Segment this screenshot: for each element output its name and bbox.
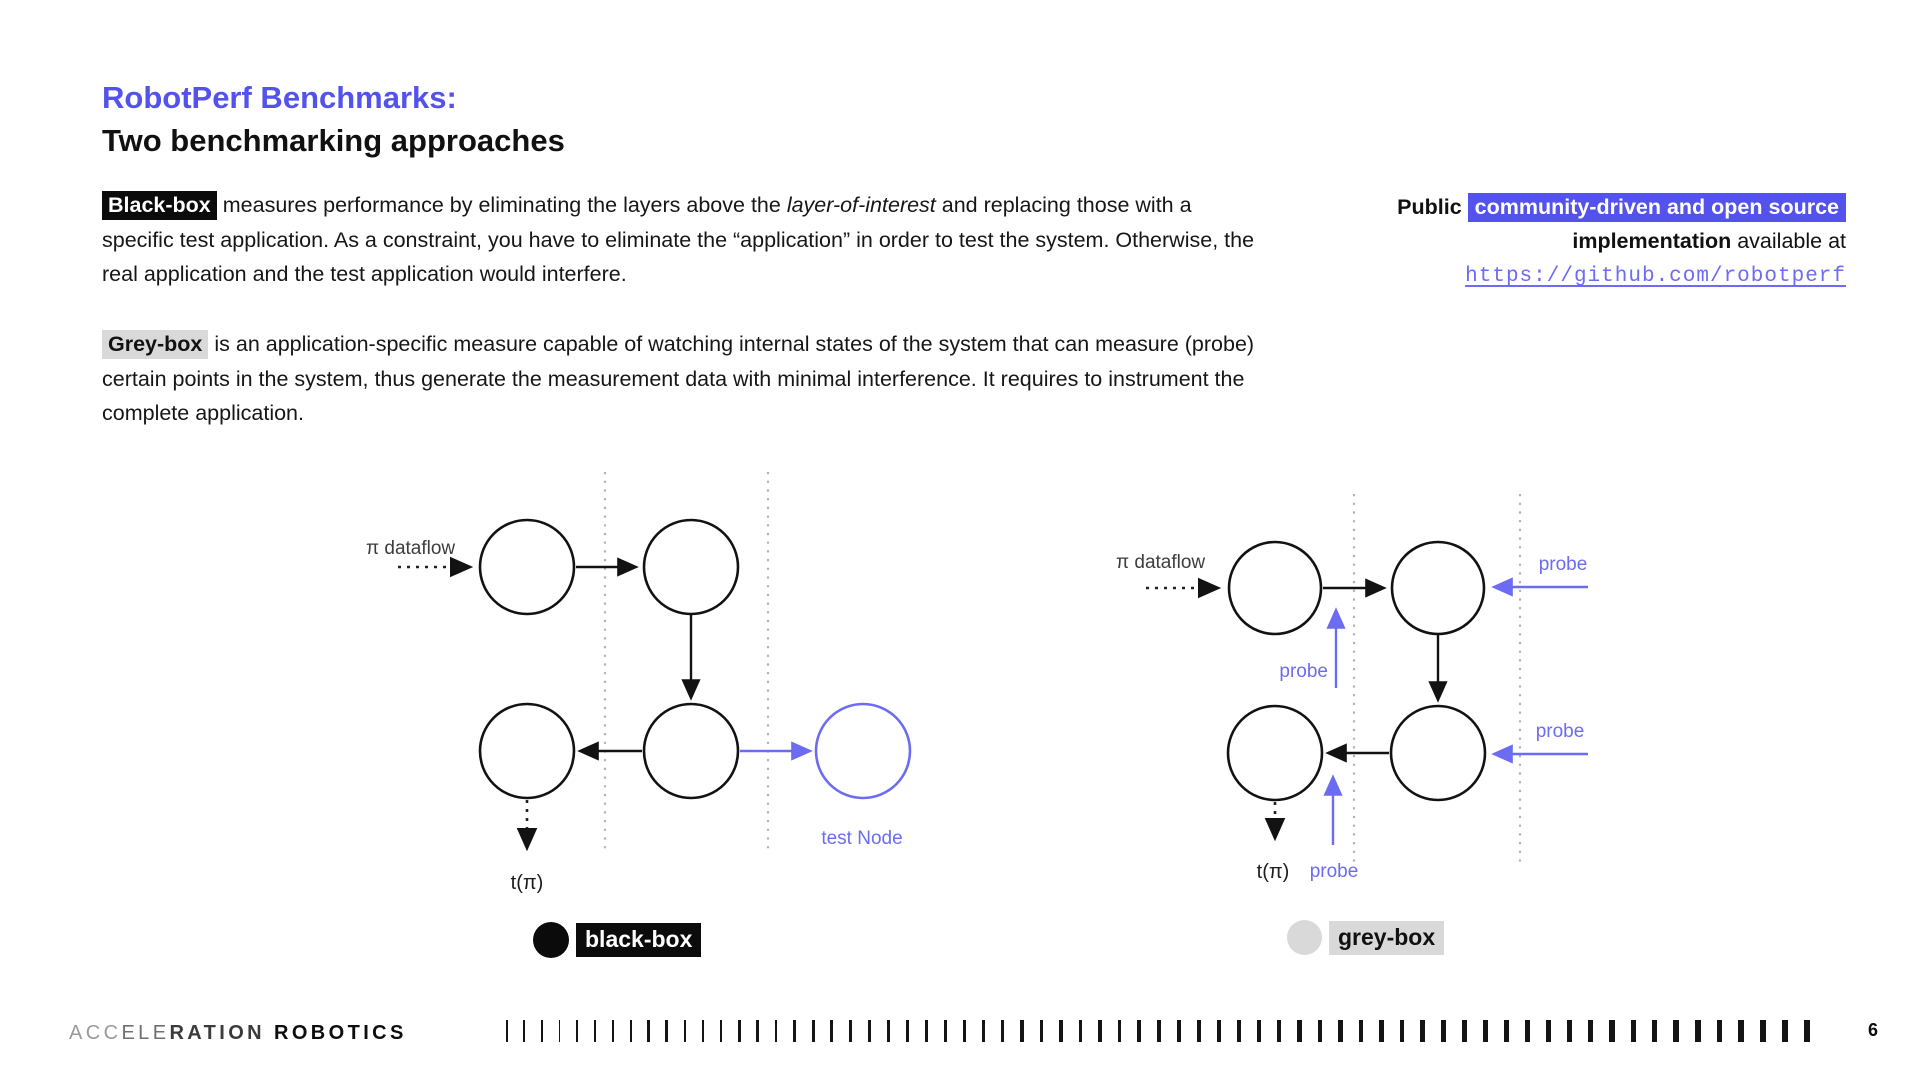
tick-mark — [1567, 1020, 1572, 1042]
tick-mark — [1462, 1020, 1467, 1042]
tick-mark — [1804, 1020, 1810, 1042]
tick-mark — [1738, 1020, 1744, 1042]
tick-mark — [665, 1020, 667, 1042]
tick-mark — [1673, 1020, 1679, 1042]
tick-mark — [523, 1020, 525, 1042]
logo-segment: RATION — [169, 1022, 266, 1044]
grey-box-diagram — [1100, 480, 1660, 900]
tick-mark — [1001, 1020, 1004, 1042]
tick-mark — [1118, 1020, 1122, 1042]
tick-mark — [1197, 1020, 1201, 1042]
tick-mark — [1318, 1020, 1322, 1042]
tick-mark — [559, 1020, 561, 1042]
tick-mark — [868, 1020, 871, 1042]
tick-mark — [1157, 1020, 1161, 1042]
black-box-text-2: and replacing those with a specific test application. As a constraint, you have to eliminate the “application” in order to test the system. Otherwise, the real application and the test application would interfere. — [102, 193, 1255, 287]
progress-tick-row — [506, 1020, 1810, 1042]
tick-mark — [1652, 1020, 1658, 1042]
logo-segment: ACC — [69, 1022, 122, 1044]
tick-mark — [738, 1020, 740, 1042]
tick-mark — [1695, 1020, 1701, 1042]
black-node-icon — [533, 922, 569, 958]
tick-mark — [684, 1020, 686, 1042]
tick-mark — [793, 1020, 796, 1042]
tick-mark — [1059, 1020, 1063, 1042]
tick-mark — [630, 1020, 632, 1042]
black-box-legend — [533, 922, 701, 958]
probe-label: probe — [1538, 554, 1588, 575]
black-box-diagram — [350, 460, 930, 900]
title-line-main: Two benchmarking approaches — [102, 123, 565, 158]
node-circle — [1229, 542, 1321, 634]
tick-mark — [1217, 1020, 1221, 1042]
t-pi-label: t(π) — [1256, 861, 1290, 883]
logo-segment: ROBOTICS — [265, 1022, 407, 1044]
tick-mark — [594, 1020, 596, 1042]
callout-implementation: implementation — [1572, 228, 1732, 253]
tick-mark — [702, 1020, 704, 1042]
tick-mark — [506, 1020, 508, 1042]
layer-of-interest-term: layer-of-interest — [786, 193, 936, 217]
tick-mark — [541, 1020, 543, 1042]
tick-mark — [1237, 1020, 1241, 1042]
node-circle — [644, 704, 738, 798]
tick-mark — [1420, 1020, 1425, 1042]
tick-mark — [720, 1020, 722, 1042]
tick-mark — [982, 1020, 985, 1042]
tick-mark — [1400, 1020, 1405, 1042]
probe-label: probe — [1279, 661, 1328, 682]
grey-node-icon — [1287, 920, 1322, 955]
tick-mark — [1137, 1020, 1141, 1042]
tick-mark — [1257, 1020, 1261, 1042]
black-box-term: Black-box — [102, 191, 217, 220]
acceleration-robotics-logo — [69, 1022, 407, 1045]
pi-dataflow-label: π dataflow — [366, 538, 456, 559]
tick-mark — [1588, 1020, 1593, 1042]
tick-mark — [963, 1020, 966, 1042]
probe-label: probe — [1535, 721, 1585, 742]
tick-mark — [1760, 1020, 1766, 1042]
tick-mark — [576, 1020, 578, 1042]
tick-mark — [1020, 1020, 1023, 1042]
title-line-accent: RobotPerf Benchmarks: — [102, 80, 457, 115]
grey-box-term: Grey-box — [102, 330, 208, 359]
tick-mark — [1483, 1020, 1488, 1042]
tick-mark — [1277, 1020, 1281, 1042]
node-circle — [480, 704, 574, 798]
tick-mark — [1631, 1020, 1636, 1042]
tick-mark — [1379, 1020, 1384, 1042]
tick-mark — [612, 1020, 614, 1042]
tick-mark — [1040, 1020, 1043, 1042]
grey-box-legend — [1287, 920, 1444, 955]
pi-dataflow-label: π dataflow — [1116, 552, 1206, 573]
robotperf-github-link[interactable]: https://github.com/robotperf — [1465, 265, 1846, 288]
tick-mark — [830, 1020, 833, 1042]
t-pi-label: t(π) — [510, 872, 544, 894]
tick-mark — [887, 1020, 890, 1042]
test-node-circle — [816, 704, 910, 798]
black-box-legend-label: black-box — [576, 923, 701, 957]
black-box-text-1: measures performance by eliminating the layers above the — [216, 193, 787, 217]
paragraph-grey-box — [102, 327, 1267, 431]
tick-mark — [1504, 1020, 1509, 1042]
node-circle — [1392, 542, 1484, 634]
tick-mark — [925, 1020, 928, 1042]
tick-mark — [1177, 1020, 1181, 1042]
tick-mark — [1717, 1020, 1723, 1042]
logo-segment: ELE — [121, 1022, 170, 1044]
callout-highlight: community-driven and open source — [1468, 193, 1846, 222]
tick-mark — [1609, 1020, 1614, 1042]
probe-label: probe — [1309, 861, 1359, 882]
tick-mark — [1098, 1020, 1102, 1042]
tick-mark — [812, 1020, 815, 1042]
tick-mark — [1338, 1020, 1343, 1042]
paragraph-black-box — [102, 188, 1267, 292]
tick-mark — [1525, 1020, 1530, 1042]
tick-mark — [1546, 1020, 1551, 1042]
test-node-label: test Node — [821, 828, 903, 849]
tick-mark — [1441, 1020, 1446, 1042]
node-circle — [1391, 706, 1485, 800]
tick-mark — [1079, 1020, 1083, 1042]
tick-mark — [1297, 1020, 1301, 1042]
page-number: 6 — [1867, 1020, 1878, 1040]
node-circle — [480, 520, 574, 614]
tick-mark — [944, 1020, 947, 1042]
tick-mark — [849, 1020, 852, 1042]
tick-mark — [756, 1020, 758, 1042]
callout-middle: available at — [1731, 228, 1846, 253]
open-source-callout — [1306, 191, 1846, 294]
grey-box-text: is an application-specific measure capable of watching internal states of the system that can measure (probe) certain points in the system, thus generate the measurement data with minimal interference. It requires to instrument the complete application. — [102, 332, 1255, 426]
tick-mark — [906, 1020, 909, 1042]
tick-mark — [1359, 1020, 1364, 1042]
node-circle — [1228, 706, 1322, 800]
tick-mark — [647, 1020, 649, 1042]
tick-mark — [775, 1020, 778, 1042]
grey-box-legend-label: grey-box — [1329, 921, 1444, 955]
node-circle — [644, 520, 738, 614]
tick-mark — [1782, 1020, 1788, 1042]
callout-prefix: Public — [1397, 195, 1468, 219]
page-title — [102, 76, 565, 162]
